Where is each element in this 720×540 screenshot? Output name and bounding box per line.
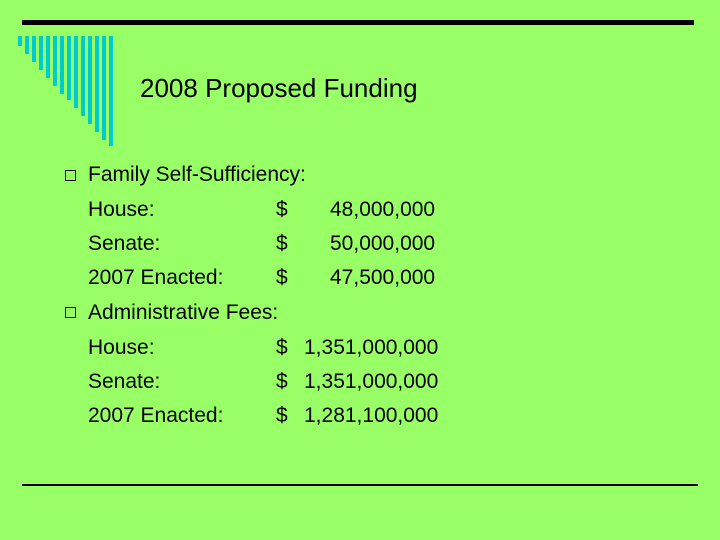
row-amount: 1,281,100,000 <box>304 404 439 427</box>
row-label: House: <box>88 198 155 221</box>
section-heading: Family Self-Sufficiency: <box>88 163 306 186</box>
row-label: 2007 Enacted: <box>88 266 224 289</box>
row-amount: 48,000,000 <box>330 198 436 221</box>
slide-title: 2008 Proposed Funding <box>140 73 418 103</box>
row-label: Senate: <box>88 232 161 255</box>
row-currency: $ <box>276 336 288 359</box>
bottom-rule <box>22 484 698 486</box>
row-currency: $ <box>276 198 288 221</box>
row-amount: 47,500,000 <box>330 266 436 289</box>
section-heading: Administrative Fees: <box>88 301 279 324</box>
row-label: Senate: <box>88 370 161 393</box>
row-currency: $ <box>276 266 288 289</box>
row-amount: 50,000,000 <box>330 232 436 255</box>
row-label: House: <box>88 336 155 359</box>
top-rule <box>22 20 694 25</box>
bullet-square-icon <box>65 307 76 318</box>
row-label: 2007 Enacted: <box>88 404 224 427</box>
row-currency: $ <box>276 370 288 393</box>
bullet-square-icon <box>65 170 76 181</box>
row-amount: 1,351,000,000 <box>304 370 439 393</box>
row-currency: $ <box>276 404 288 427</box>
decorative-bars <box>16 34 118 146</box>
row-currency: $ <box>276 232 288 255</box>
row-amount: 1,351,000,000 <box>304 336 439 359</box>
